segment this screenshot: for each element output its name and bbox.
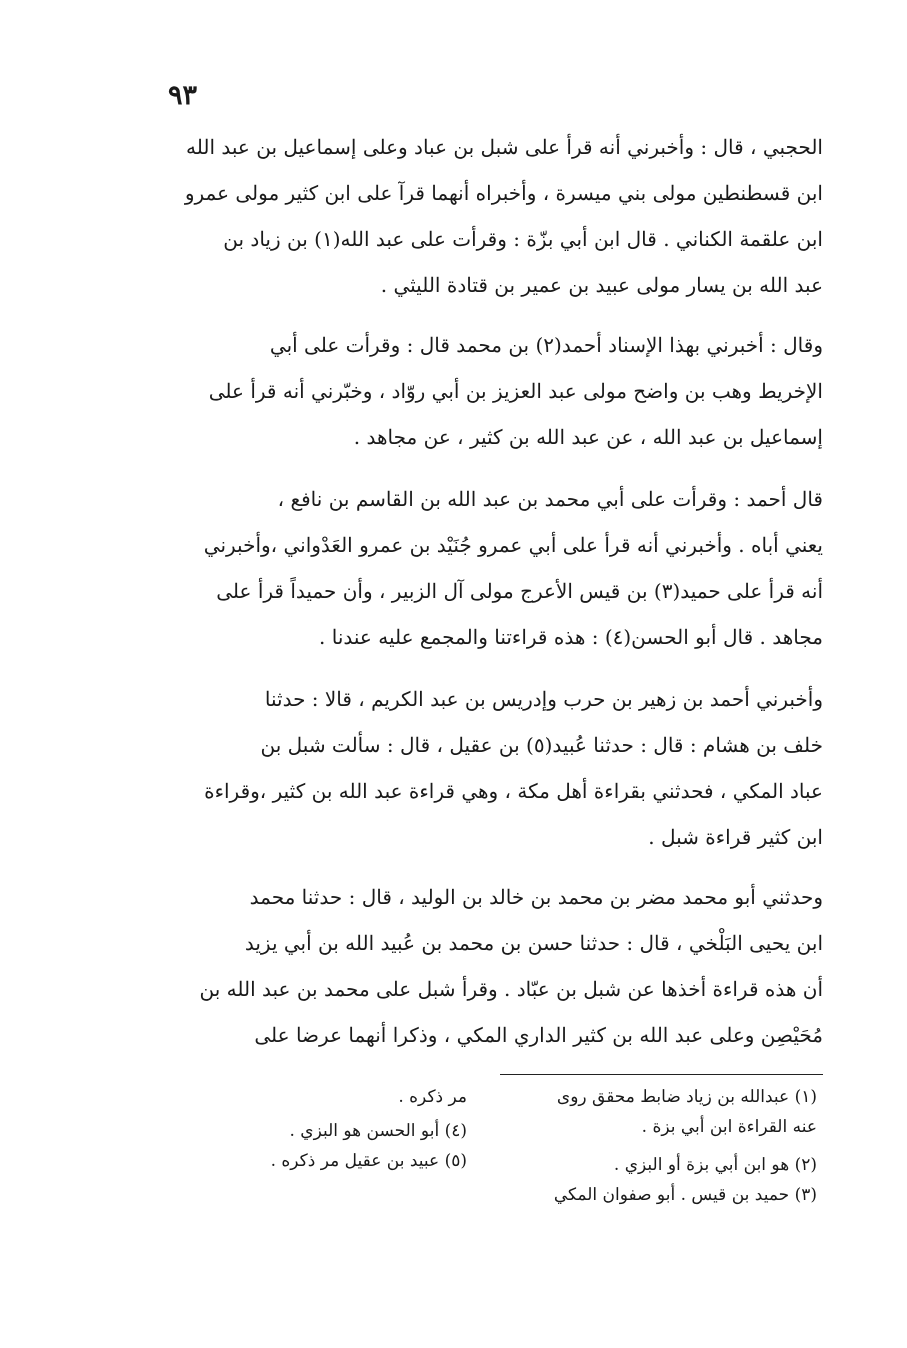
footnote-line: (٢) هو ابن أبي بزة أو البزي . [613, 1155, 817, 1175]
text-line: عباد المكي ، فحدثني بقراءة أهل مكة ، وهي قراءة عبد الله بن كثير ،وقراءة [204, 779, 823, 803]
text-line: قال أحمد : وقرأت على أبي محمد بن عبد الله بن القاسم بن نافع ، [277, 487, 823, 511]
text-line: عبد الله بن يسار مولى عبيد بن عمير بن قتادة الليثي . [380, 273, 823, 297]
text-line: خلف بن هشام : قال : حدثنا عُبيد(٥) بن عقيل ، قال : سألت شبل بن [260, 733, 823, 757]
page-number: ٩٣ [168, 80, 198, 111]
text-line: الحجبي ، قال : وأخبرني أنه قرأ على شبل بن عباد وعلى إسماعيل بن عبد الله [186, 135, 823, 159]
paragraph-2 [160, 322, 823, 460]
footnote-divider [500, 1074, 823, 1075]
text-line: يعني أباه . وأخبرني أنه قرأ على أبي عمرو جُنَيْد بن عمرو العَدْواني ،وأخبرني [203, 533, 823, 557]
text-line: ابن علقمة الكناني . قال ابن أبي بزّة : وقرأت على عبد الله(١) بن زياد بن [223, 227, 823, 251]
footnote-line: مر ذكره . [398, 1087, 467, 1107]
text-line: أن هذه قراءة أخذها عن شبل بن عبّاد . وقرأ شبل على محمد بن عبد الله بن [199, 977, 823, 1001]
text-line: وقال : أخبرني بهذا الإسناد أحمد(٢) بن محمد قال : وقرأت على أبي [269, 333, 823, 357]
text-line: ابن قسطنطين مولى بني ميسرة ، وأخبراه أنهما قرآ على ابن كثير مولى عمرو [184, 181, 823, 205]
footnote-line: (٣) حميد بن قيس . أبو صفوان المكي [553, 1185, 817, 1205]
paragraph-3 [160, 476, 823, 660]
paragraph-1 [160, 124, 823, 308]
text-line: الإخريط وهب بن واضح مولى عبد العزيز بن أبي روّاد ، وخبّرني أنه قرأ على [208, 379, 823, 403]
text-line: ابن كثير قراءة شبل . [648, 825, 823, 849]
footnote-line: (٤) أبو الحسن هو البزي . [289, 1121, 467, 1141]
text-line: وأخبرني أحمد بن زهير بن حرب وإدريس بن عبد الكريم ، قالا : حدثنا [264, 687, 823, 711]
text-line: مجاهد . قال أبو الحسن(٤) : هذه قراءتنا والمجمع عليه عندنا . [319, 625, 823, 649]
footnote-line: (٥) عبيد بن عقيل مر ذكره . [270, 1151, 467, 1171]
footnote-line: (١) عبدالله بن زياد ضابط محقق روى [556, 1087, 817, 1107]
paragraph-5 [160, 874, 823, 1058]
paragraph-4 [160, 676, 823, 860]
footnote-line: عنه القراءة ابن أبي بزة . [641, 1117, 817, 1137]
text-line: ابن يحيى البَلْخي ، قال : حدثنا حسن بن محمد بن عُبيد الله بن أبي يزيد [244, 931, 823, 955]
text-line: إسماعيل بن عبد الله ، عن عبد الله بن كثير ، عن مجاهد . [353, 425, 823, 449]
text-line: أنه قرأ على حميد(٣) بن قيس الأعرج مولى آل الزبير ، وأن حميداً قرأ على [216, 579, 823, 603]
text-line: مُحَيْصِن وعلى عبد الله بن كثير الداري المكي ، وذكرا أنهما عرضا على [254, 1023, 823, 1047]
text-line: وحدثني أبو محمد مضر بن محمد بن خالد بن الوليد ، قال : حدثنا محمد [249, 885, 823, 909]
